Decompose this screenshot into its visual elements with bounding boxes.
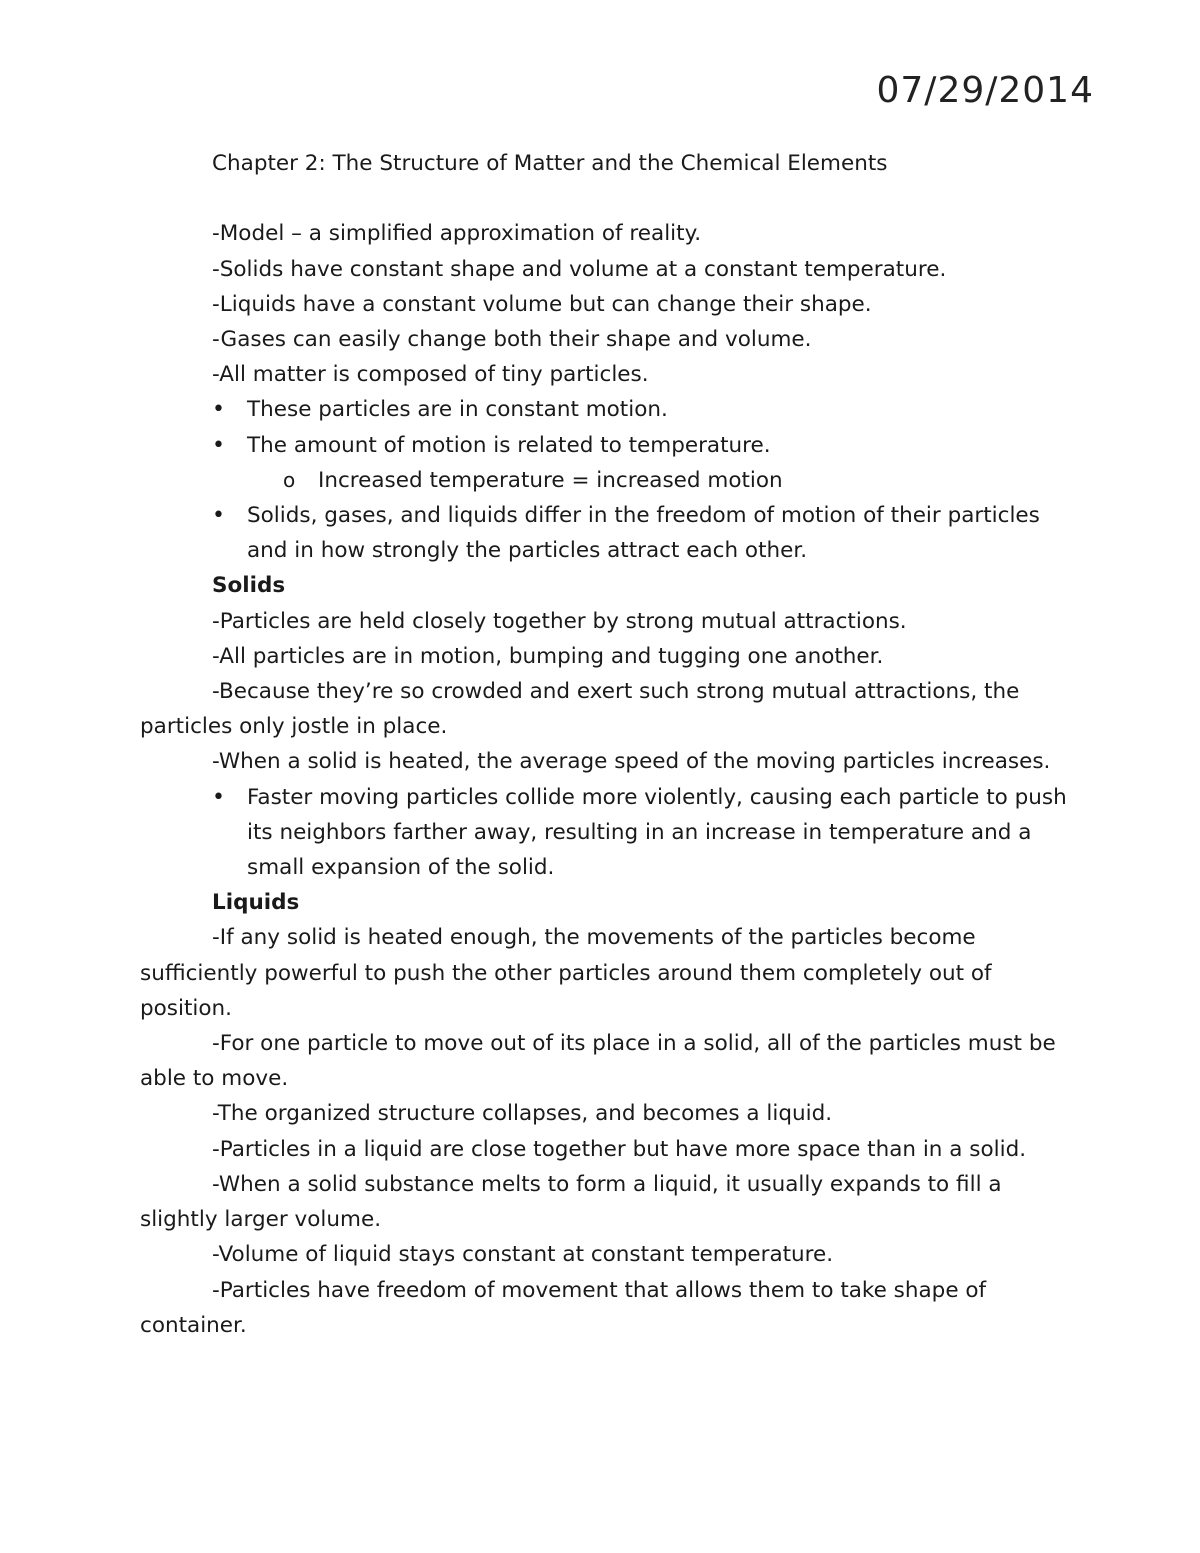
note-text: -For one particle to move out of its place in a solid, all of the particles must be able to move. <box>140 1031 1056 1092</box>
liquids-heading: Liquids <box>212 890 300 916</box>
hollow-bullet-icon: o <box>283 467 296 492</box>
note-text: -When a solid is heated, the average speed of the moving particles increases. <box>212 749 1051 775</box>
note-text: -Particles in a liquid are close together but have more space than in a solid. <box>212 1136 1027 1162</box>
bullet-text: These particles are in constant motion. <box>247 397 668 423</box>
note-text: -Particles have freedom of movement that allows them to take shape of container. <box>140 1277 987 1338</box>
bullet-icon: • <box>212 503 225 529</box>
note-text: -When a solid substance melts to form a liquid, it usually expands to fill a slightly larger volume. <box>140 1171 1002 1233</box>
note-line <box>140 216 1070 251</box>
document-date: 07/29/2014 <box>876 70 1094 111</box>
bullet-text: The amount of motion is related to temperature. <box>247 432 771 458</box>
note-line <box>140 252 1070 287</box>
note-line <box>140 604 1070 639</box>
note-text: -If any solid is heated enough, the movements of the particles become sufficiently powerful to push the other particles around them completely out of position. <box>140 925 992 1021</box>
bullet-icon: • <box>212 397 225 423</box>
note-line <box>140 357 1070 392</box>
bullet-icon: • <box>212 432 225 458</box>
note-line <box>140 322 1070 357</box>
note-text: -Gases can easily change both their shape and volume. <box>212 327 812 353</box>
note-line <box>140 920 1070 1026</box>
note-text: -Model – a simplified approximation of reality. <box>212 221 702 247</box>
chapter-title: Chapter 2: The Structure of Matter and the Chemical Elements <box>212 151 888 176</box>
note-text: -All particles are in motion, bumping and tugging one another. <box>212 643 884 669</box>
note-text: -Liquids have a constant volume but can change their shape. <box>212 291 872 317</box>
bullet-item <box>140 780 1070 886</box>
note-line <box>140 1132 1070 1167</box>
note-text: -Because they’re so crowded and exert such strong mutual attractions, the particles only jostle in place. <box>140 679 1020 740</box>
bullet-item <box>140 498 1070 568</box>
notes-body <box>140 146 1070 1343</box>
note-line <box>140 287 1070 322</box>
note-line <box>140 1167 1070 1237</box>
note-line <box>140 1273 1070 1343</box>
sub-bullet-item <box>140 463 1070 498</box>
bullet-text: Solids, gases, and liquids differ in the freedom of motion of their particles and in how strongly the particles attract each other. <box>247 503 1040 564</box>
note-text: -Solids have constant shape and volume at a constant temperature. <box>212 256 947 282</box>
solids-heading: Solids <box>212 573 286 599</box>
bullet-icon: • <box>212 784 225 810</box>
section-heading-line <box>140 568 1070 603</box>
sub-bullet-text: Increased temperature = increased motion <box>318 467 783 493</box>
note-line <box>140 639 1070 674</box>
note-text: -Particles are held closely together by strong mutual attractions. <box>212 608 907 634</box>
section-heading-line <box>140 885 1070 920</box>
note-text: -The organized structure collapses, and becomes a liquid. <box>212 1101 833 1127</box>
chapter-title-line <box>140 146 1070 181</box>
note-text: -Volume of liquid stays constant at constant temperature. <box>212 1242 834 1268</box>
note-line <box>140 1237 1070 1272</box>
note-text: -All matter is composed of tiny particles. <box>212 362 649 388</box>
note-line <box>140 1096 1070 1131</box>
bullet-text: Faster moving particles collide more violently, causing each particle to push its neighbors farther away, resulting in an increase in temperature and a small expansion of the solid. <box>247 784 1067 881</box>
bullet-item <box>140 428 1070 463</box>
note-line <box>140 1026 1070 1096</box>
note-line <box>140 674 1070 744</box>
empty-line <box>140 181 1070 216</box>
note-line <box>140 744 1070 779</box>
bullet-item <box>140 392 1070 427</box>
